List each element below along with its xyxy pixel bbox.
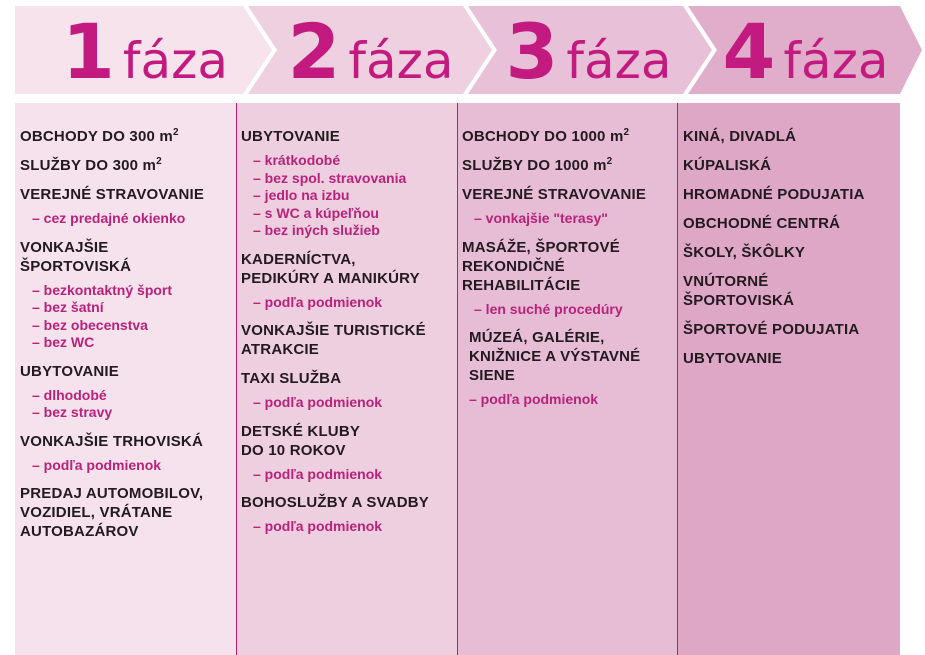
item-condition: – podľa podmienok bbox=[253, 518, 383, 534]
list-item bbox=[683, 156, 900, 175]
item-title: UBYTOVANIE bbox=[683, 350, 782, 367]
list-item bbox=[241, 422, 458, 484]
list-item bbox=[683, 320, 900, 339]
item-title: KÚPALISKÁ bbox=[683, 157, 772, 174]
item-condition: – jedlo na izbu bbox=[253, 187, 350, 203]
phase-4-title bbox=[693, 7, 918, 96]
item-title: MASÁŽE, ŠPORTOVÉ REKONDIČNÉ REHABILITÁCIE bbox=[462, 238, 620, 294]
list-item bbox=[241, 321, 458, 359]
column-divider bbox=[457, 103, 458, 655]
item-condition: – bez šatní bbox=[32, 299, 104, 315]
column-divider bbox=[677, 103, 678, 655]
list-item bbox=[20, 156, 237, 175]
phase-4-number: 4 bbox=[722, 7, 774, 96]
list-item bbox=[462, 328, 678, 409]
item-title: UBYTOVANIE bbox=[20, 362, 119, 380]
list-item bbox=[462, 238, 678, 319]
item-title: HROMADNÉ PODUJATIA bbox=[683, 186, 865, 203]
list-item bbox=[683, 127, 900, 146]
phase-1-number: 1 bbox=[61, 7, 113, 96]
list-item bbox=[683, 272, 900, 310]
column-divider bbox=[236, 103, 237, 655]
list-item bbox=[462, 185, 678, 228]
list-item bbox=[241, 250, 458, 312]
item-title: MÚZEÁ, GALÉRIE, KNIŽNICE A VÝSTAVNÉ SIENE bbox=[469, 329, 641, 384]
phase-3-column bbox=[458, 103, 678, 655]
item-title: ŠPORTOVÉ PODUJATIA bbox=[683, 321, 860, 338]
item-condition: – bez spol. stravovania bbox=[253, 169, 407, 186]
list-item bbox=[241, 127, 458, 240]
item-title: PREDAJ AUTOMOBILOV, VOZIDIEL, VRÁTANE AUTOBAZÁROV bbox=[20, 485, 204, 540]
item-title: BOHOSLUŽBY A SVADBY bbox=[241, 494, 429, 511]
phase-1-title bbox=[20, 7, 270, 96]
item-condition: – s WC a kúpeľňou bbox=[253, 204, 379, 221]
item-condition: – vonkajšie "terasy" bbox=[474, 210, 608, 226]
list-item bbox=[20, 238, 237, 352]
item-condition: – bez obecenstva bbox=[32, 316, 148, 333]
list-item bbox=[683, 185, 900, 204]
phase-3-number: 3 bbox=[505, 7, 557, 96]
phase-1-column bbox=[15, 103, 237, 655]
list-item bbox=[683, 243, 900, 262]
item-title: KINÁ, DIVADLÁ bbox=[683, 128, 797, 145]
list-item bbox=[241, 369, 458, 412]
item-condition: – bez WC bbox=[32, 334, 95, 350]
list-item bbox=[20, 362, 237, 422]
list-item bbox=[20, 484, 237, 541]
item-condition: – len suché procedúry bbox=[474, 300, 623, 317]
item-condition: – podľa podmienok bbox=[469, 391, 599, 407]
phase-3-word: fáza bbox=[566, 32, 672, 90]
list-item bbox=[20, 432, 237, 475]
item-title: VONKAJŠIE TRHOVISKÁ bbox=[20, 432, 203, 450]
list-item bbox=[20, 185, 237, 228]
item-condition: – bezkontaktný šport bbox=[32, 281, 173, 298]
item-title: UBYTOVANIE bbox=[241, 128, 340, 145]
item-title: SLUŽBY DO 300 $m^2$ bbox=[20, 156, 162, 174]
item-title: VONKAJŠIE ŠPORTOVISKÁ bbox=[20, 238, 132, 275]
item-title: OBCHODY DO 1000 $m^2$ bbox=[462, 127, 630, 145]
item-title: OBCHODY DO 300 $m^2$ bbox=[20, 127, 179, 145]
item-condition: – bez iných služieb bbox=[253, 222, 380, 238]
list-item bbox=[683, 214, 900, 233]
item-condition: – dlhodobé bbox=[32, 386, 107, 403]
item-title: VEREJNÉ STRAVOVANIE bbox=[462, 186, 647, 203]
item-title: ŠKOLY, ŠKÔLKY bbox=[683, 244, 806, 261]
list-item bbox=[462, 127, 678, 146]
item-condition: – cez predajné okienko bbox=[32, 210, 186, 226]
list-item bbox=[20, 127, 237, 146]
item-condition: – podľa podmienok bbox=[253, 293, 383, 310]
phase-4-word: fáza bbox=[783, 32, 889, 90]
phase-2-word: fáza bbox=[348, 32, 454, 90]
phase-2-number: 2 bbox=[287, 7, 339, 96]
item-title: KADERNÍCTVA, PEDIKÚRY A MANIKÚRY bbox=[241, 250, 420, 287]
item-title: VNÚTORNÉ ŠPORTOVISKÁ bbox=[683, 273, 795, 309]
item-title: VEREJNÉ STRAVOVANIE bbox=[20, 186, 205, 203]
item-condition: – podľa podmienok bbox=[253, 394, 383, 410]
item-title: VONKAJŠIE TURISTICKÉ ATRAKCIE bbox=[241, 322, 426, 358]
item-condition: – podľa podmienok bbox=[253, 465, 383, 482]
item-title: DETSKÉ KLUBY DO 10 ROKOV bbox=[241, 422, 361, 459]
phase-4-column bbox=[678, 103, 900, 655]
phase-2-column bbox=[237, 103, 458, 655]
item-condition: – krátkodobé bbox=[253, 152, 341, 168]
phase-2-title bbox=[258, 7, 483, 96]
phase-3-title bbox=[476, 7, 701, 96]
item-condition: – bez stravy bbox=[32, 404, 113, 420]
item-title: SLUŽBY DO 1000 $m^2$ bbox=[462, 156, 613, 174]
item-title: OBCHODNÉ CENTRÁ bbox=[683, 215, 841, 232]
list-item bbox=[683, 349, 900, 368]
item-title: TAXI SLUŽBA bbox=[241, 370, 342, 387]
phase-1-word: fáza bbox=[122, 32, 229, 90]
item-condition: – podľa podmienok bbox=[32, 456, 162, 473]
list-item bbox=[462, 156, 678, 175]
list-item bbox=[241, 493, 458, 536]
